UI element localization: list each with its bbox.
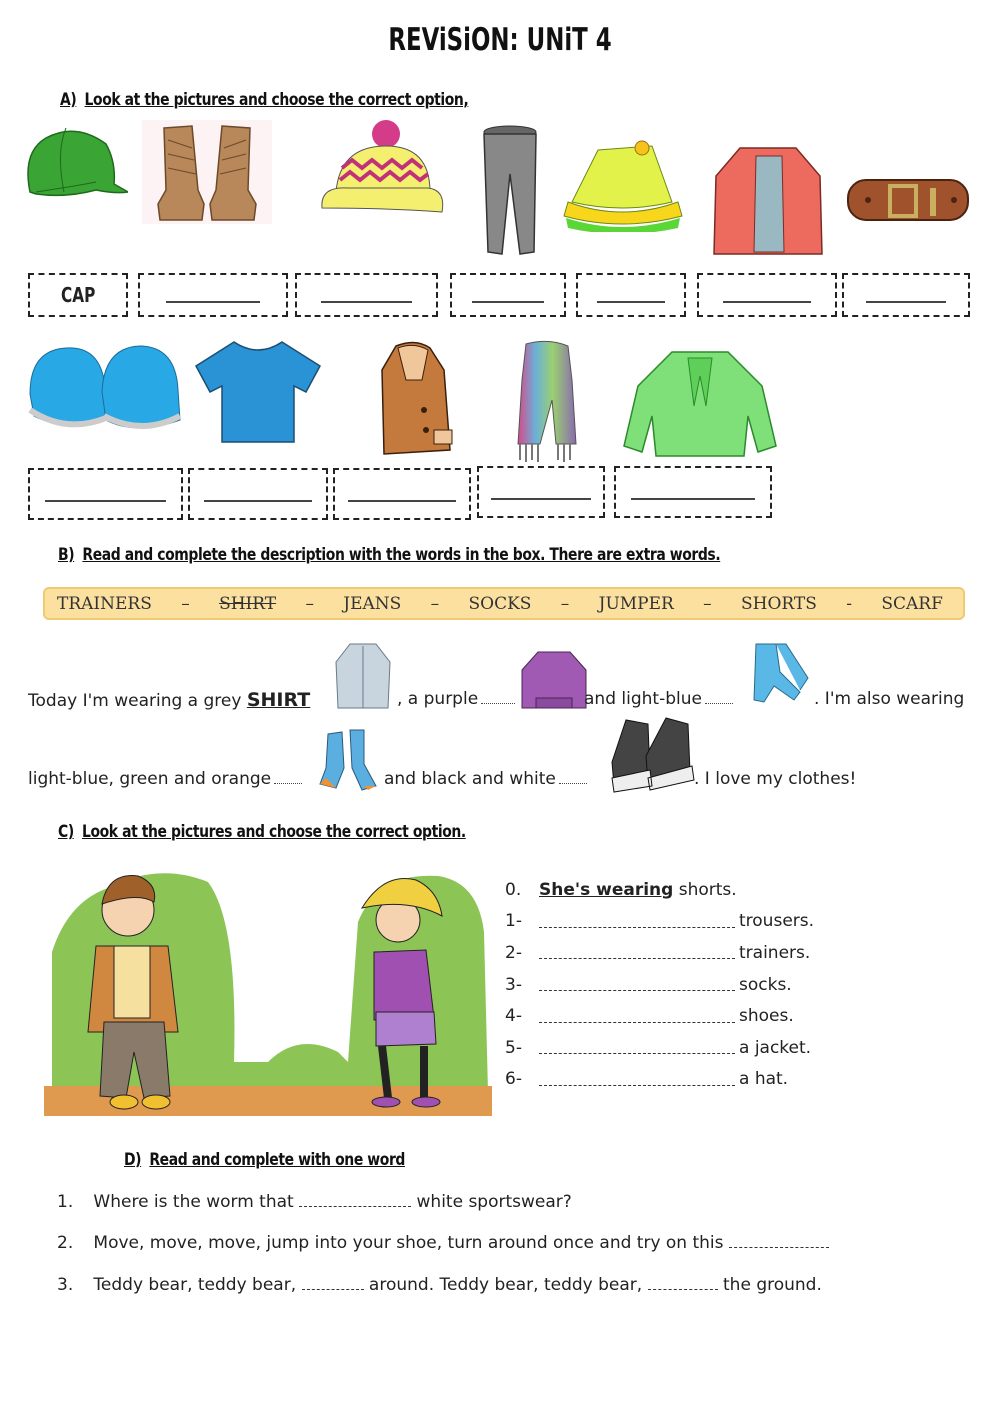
blank-dots[interactable] — [274, 783, 302, 784]
description-line-1d: . I'm also wearing — [814, 689, 965, 709]
word-bank-separator: – — [703, 593, 712, 614]
shoes-picture — [26, 340, 184, 432]
word-bank-separator: – — [430, 593, 440, 614]
word-bank-word: TRAINERS — [57, 593, 152, 614]
item-number: 3. — [57, 1275, 74, 1295]
worksheet-title: REViSiON: UNiT 4 — [388, 22, 612, 58]
belt-picture — [846, 174, 970, 228]
word-bank-separator: - — [846, 593, 853, 614]
answer-blank[interactable] — [648, 1279, 718, 1290]
answer-box-cap[interactable] — [28, 273, 128, 317]
blank-line — [166, 287, 261, 303]
question-number: 3- — [505, 974, 522, 995]
word-bank-separator: – — [560, 593, 570, 614]
item-number: 1. — [57, 1192, 74, 1212]
blank-line — [472, 287, 545, 303]
blank-line — [45, 486, 166, 502]
question-row — [505, 969, 814, 1001]
question-number: 1- — [505, 911, 522, 932]
blank-line — [348, 486, 455, 502]
answer-blank[interactable] — [539, 1010, 735, 1023]
text-segment: and black and white — [384, 769, 556, 789]
answer-blank[interactable] — [539, 978, 735, 991]
section-c-question-list — [505, 874, 814, 1095]
description-line-1b — [397, 689, 518, 709]
answer-blank[interactable] — [299, 1196, 411, 1207]
section-b-instruction: Read and complete the description with the words in the box. There are extra words. — [82, 545, 721, 565]
text-segment: , a purple — [397, 689, 479, 709]
description-line-2c: . I love my clothes! — [694, 769, 857, 789]
answer-blank[interactable] — [539, 1073, 735, 1086]
description-line-2b — [384, 769, 590, 789]
section-a-instruction: Look at the pictures and choose the correct option, — [84, 90, 469, 110]
question-number: 0. — [505, 879, 522, 900]
blank-dots[interactable] — [705, 703, 733, 704]
answer-box-coat[interactable] — [333, 468, 471, 520]
trainers-picture — [608, 716, 696, 794]
answer-box-scarf[interactable] — [477, 466, 605, 518]
section-d-item-3 — [57, 1275, 822, 1295]
question-text: a jacket. — [739, 1037, 812, 1058]
blank-line — [866, 287, 947, 303]
coat-picture — [376, 340, 456, 466]
t-shirt-picture — [194, 338, 324, 444]
question-row — [505, 906, 814, 938]
description-line-1c — [584, 689, 736, 709]
blank-line — [491, 484, 590, 500]
word-bank-separator: – — [305, 593, 314, 614]
section-d-item-2 — [57, 1233, 829, 1253]
answer-box-t-shirt[interactable] — [188, 468, 328, 520]
item-text: Move, move, move, jump into your shoe, turn around once and try on this — [93, 1233, 724, 1253]
example-answer: She's wearing — [539, 879, 674, 900]
question-text: a hat. — [739, 1069, 789, 1090]
word-bank-word: SOCKS — [468, 593, 532, 614]
word-bank-separator: – — [181, 593, 190, 614]
section-d-item-1 — [57, 1192, 572, 1212]
section-b-letter: B) — [58, 545, 75, 565]
trousers-picture — [480, 124, 540, 256]
blank-dots[interactable] — [559, 783, 587, 784]
example-rest: shorts. — [678, 879, 737, 900]
blank-line — [321, 287, 411, 303]
blank-line — [204, 486, 313, 502]
question-row — [505, 937, 814, 969]
item-text: white sportswear? — [416, 1192, 572, 1212]
word-bank — [43, 587, 965, 620]
blank-line — [631, 484, 754, 500]
woolly-hat-picture — [318, 116, 446, 220]
word-bank-word: JUMPER — [598, 593, 674, 614]
word-bank-word: JEANS — [343, 593, 402, 614]
question-number: 5- — [505, 1037, 522, 1058]
word-bank-word-struck: SHIRT — [219, 593, 277, 614]
item-text: Where is the worm that — [93, 1192, 294, 1212]
boy-and-girl-illustration — [38, 862, 492, 1120]
item-text: Teddy bear, teddy bear, — [93, 1275, 297, 1295]
purple-jumper-picture — [520, 648, 588, 710]
question-row — [505, 1000, 814, 1032]
item-number: 2. — [57, 1233, 74, 1253]
answer-box-jacket[interactable] — [697, 273, 837, 317]
section-d-heading — [124, 1150, 405, 1170]
section-c-letter: C) — [58, 822, 74, 842]
jeans-picture — [750, 642, 814, 708]
word-bank-word: SCARF — [881, 593, 943, 614]
section-b-heading — [58, 545, 720, 565]
question-row — [505, 1032, 814, 1064]
question-number: 2- — [505, 942, 522, 963]
question-text: trousers. — [739, 911, 815, 932]
answer-box-shoes[interactable] — [28, 468, 183, 520]
answer-blank[interactable] — [539, 915, 735, 928]
blank-line — [723, 287, 811, 303]
answer-box-belt[interactable] — [842, 273, 970, 317]
section-a-heading — [60, 90, 468, 110]
word-bank-word: SHORTS — [741, 593, 817, 614]
answer-box-trousers[interactable] — [450, 273, 566, 317]
answer-box-woolly-hat[interactable] — [295, 273, 438, 317]
description-line-2 — [28, 769, 305, 789]
section-c-heading — [58, 822, 466, 842]
section-d-letter: D) — [124, 1150, 142, 1170]
section-a-letter: A) — [60, 90, 77, 110]
question-text: shoes. — [739, 1006, 794, 1027]
answer-box-boots[interactable] — [138, 273, 288, 317]
question-row — [505, 1064, 814, 1096]
section-c-instruction: Look at the pictures and choose the correct option. — [81, 822, 466, 842]
grey-shirt-picture — [334, 642, 392, 712]
question-number: 6- — [505, 1069, 522, 1090]
socks-picture — [318, 728, 380, 792]
answer-blank[interactable] — [539, 946, 735, 959]
answer-blank[interactable] — [539, 1041, 735, 1054]
blank-dots[interactable] — [481, 703, 515, 704]
text-segment: light-blue, green and orange — [28, 769, 272, 789]
answer-shirt: SHIRT — [246, 689, 311, 711]
scarf-picture — [512, 340, 582, 464]
question-number: 4- — [505, 1006, 522, 1027]
section-d-instruction: Read and complete with one word — [149, 1150, 405, 1170]
jacket-picture — [712, 136, 824, 262]
boots-picture — [142, 120, 272, 224]
answer-blank[interactable] — [302, 1279, 364, 1290]
answer-box-skirt[interactable] — [576, 273, 686, 317]
question-text: socks. — [739, 974, 792, 995]
item-text: the ground. — [723, 1275, 822, 1295]
text-segment: Today I'm wearing a grey — [28, 691, 242, 711]
answer-blank[interactable] — [729, 1237, 829, 1248]
blank-line — [597, 287, 666, 303]
example-row — [505, 874, 814, 906]
answer-cap: CAP — [60, 283, 96, 307]
question-text: trainers. — [739, 942, 811, 963]
cap-picture — [16, 122, 128, 210]
answer-box-blouse[interactable] — [614, 466, 772, 518]
blouse-picture — [622, 346, 778, 460]
description-line-1 — [28, 689, 310, 711]
text-segment: and light-blue — [584, 689, 702, 709]
skirt-picture — [562, 132, 686, 232]
item-text: around. Teddy bear, teddy bear, — [368, 1275, 643, 1295]
